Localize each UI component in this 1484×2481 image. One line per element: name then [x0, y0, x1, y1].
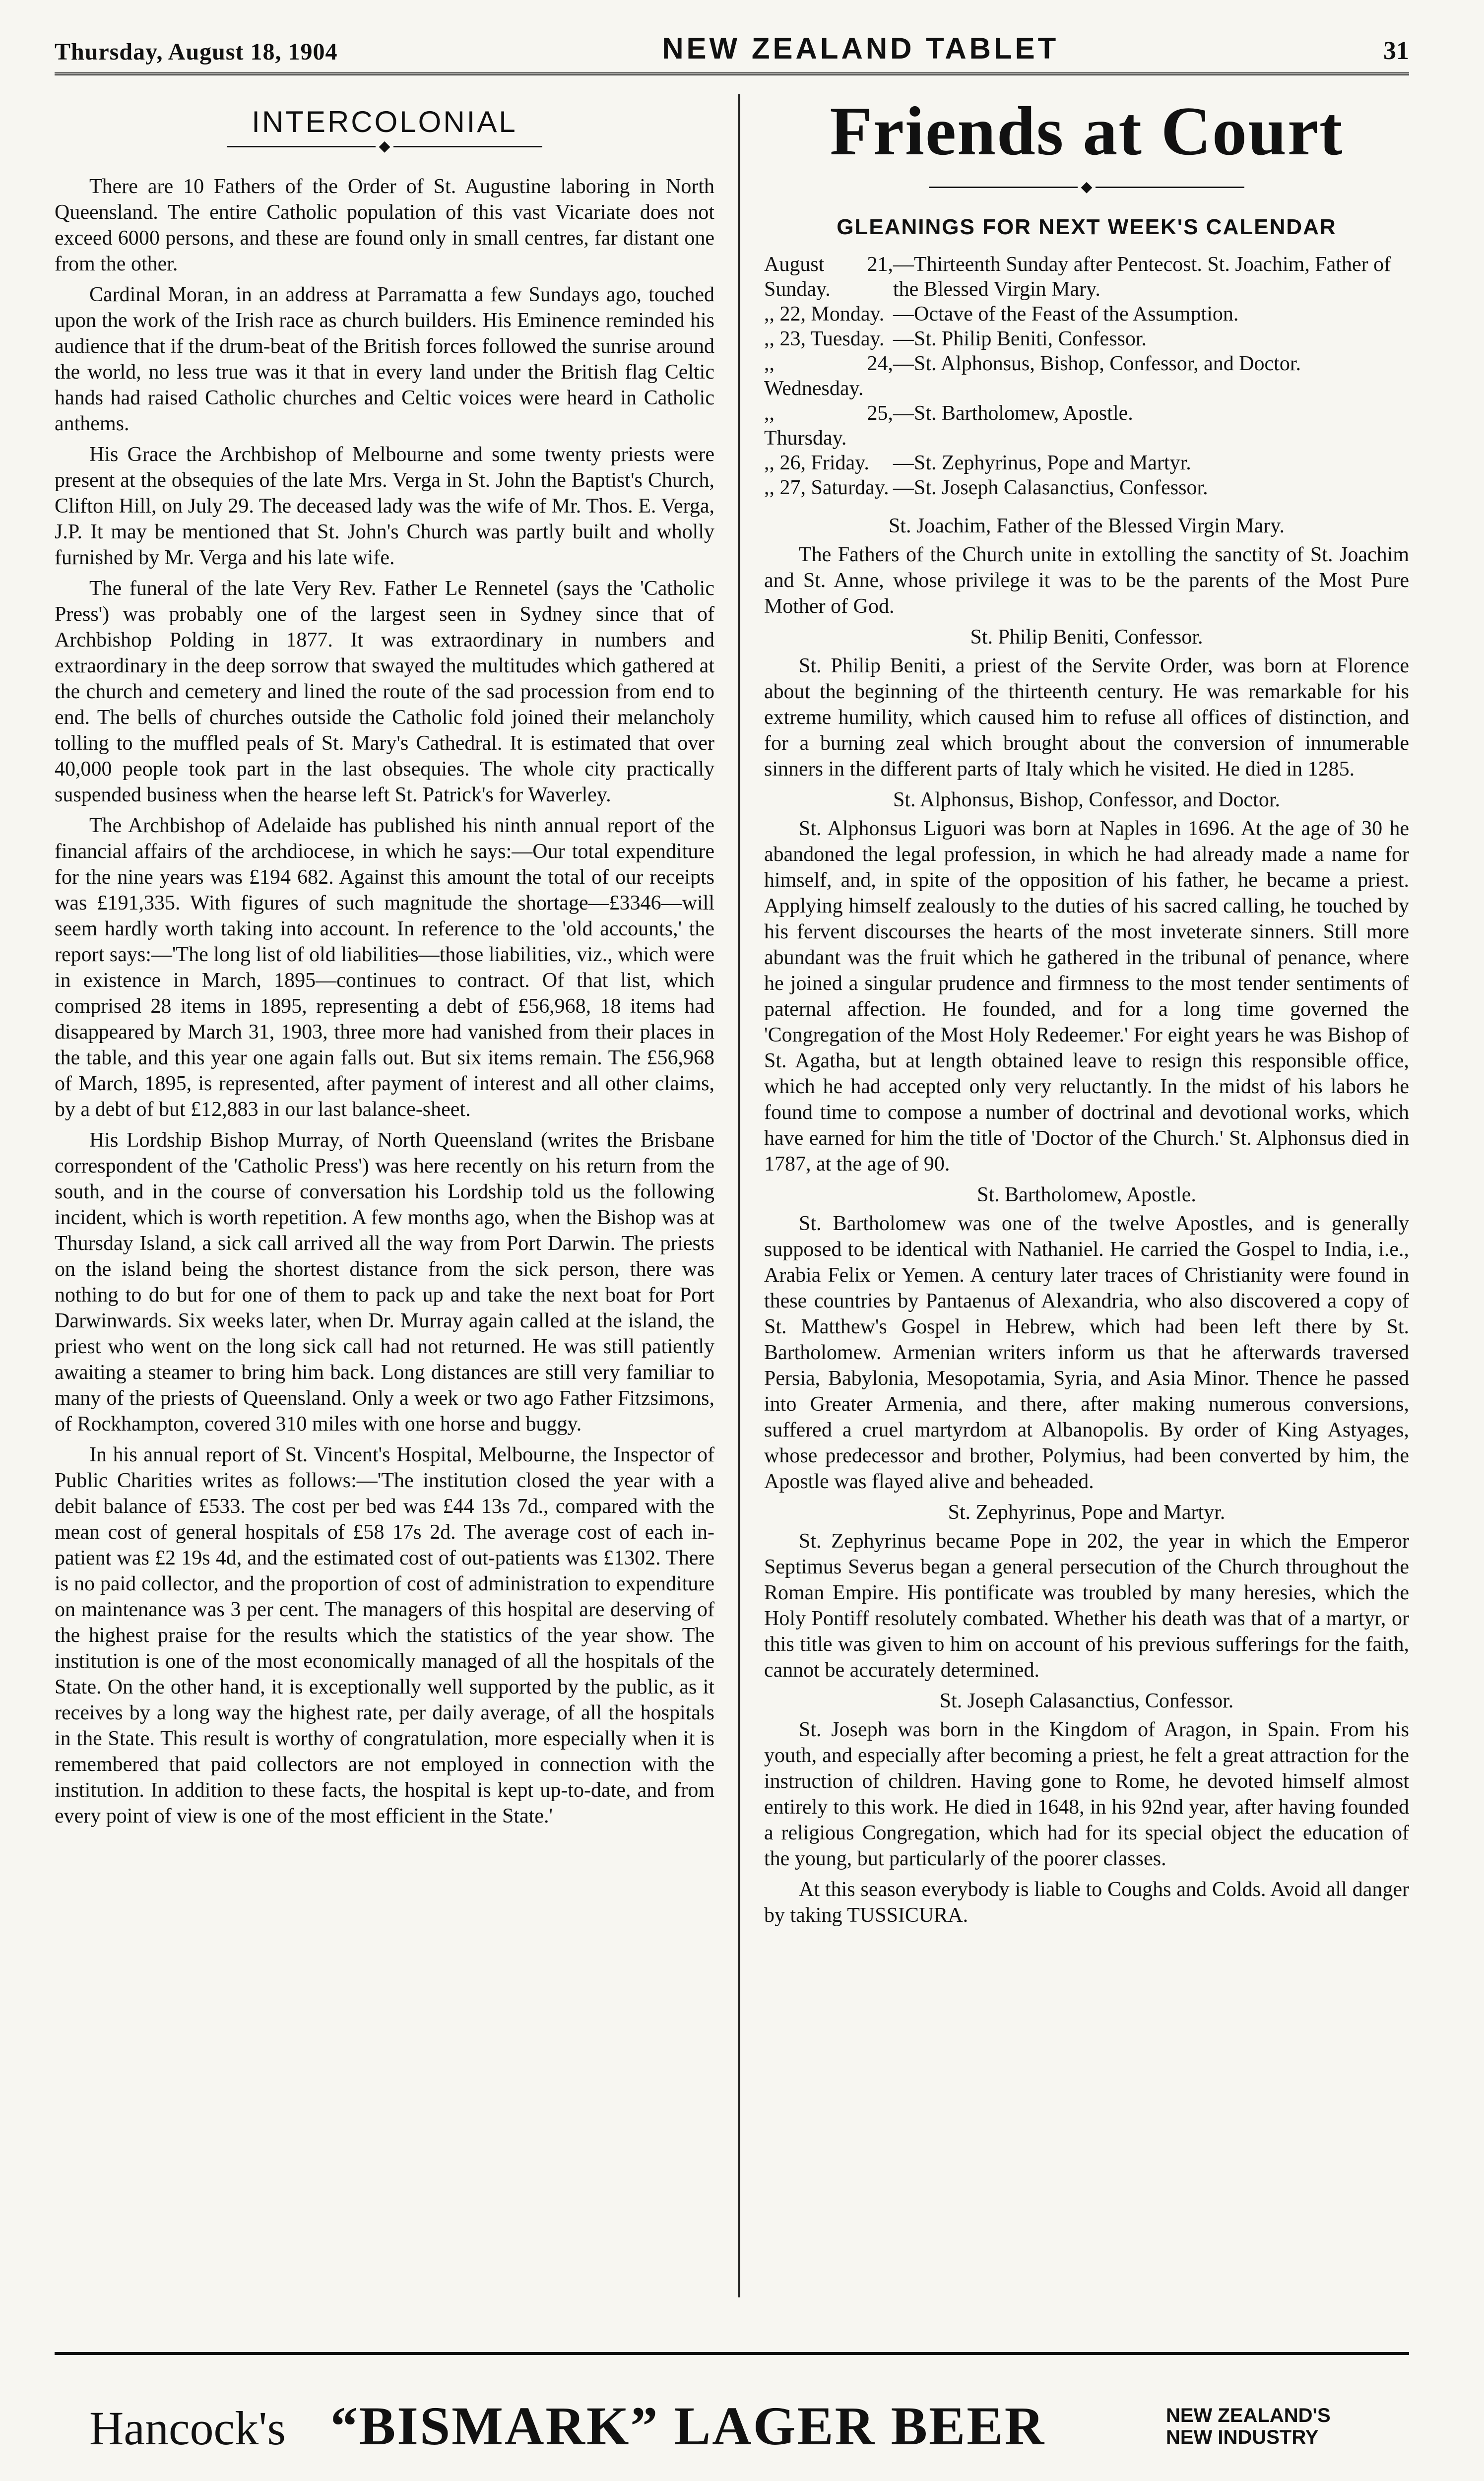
saint-heading: St. Alphonsus, Bishop, Confessor, and Doctor.: [893, 788, 1280, 812]
friends-at-court-column: [764, 99, 1409, 2310]
saint-text: St. Bartholomew was one of the twelve Apostles, and is generally supposed to be identical with Nathaniel. He carried the Gospel to India, i.e., Arabia Felix or Yemen. A century later traces of Christianity were found in these countries by Pantaenus of Alexandria, who also discovered a copy of St. Matthew's Gospel in Hebrew, which had been left there by St. Bartholomew. Armenian writers inform us that he afterwards traversed Persia, Babylonia, Mesopotamia, Syria, and Asia Minor. Thence he passed into Greater Armenia, and there, after making numerous conversions, suffered a cruel martyrdom at Albanopolis. By order of King Astyages, whose predecessor and brother, Polymius, had been converted by him, the Apostle was flayed alive and beheaded.: [764, 1212, 1409, 1494]
intercolonial-column: [55, 99, 714, 2310]
ad-tag-line-2: NEW INDUSTRY: [1166, 2426, 1319, 2448]
friends-at-court-title: Friends at Court: [830, 99, 1344, 170]
article-paragraph: Cardinal Moran, in an address at Parramatta a few Sundays ago, touched upon the work of the Irish race as church builders. His Eminence reminded his audience that if the drum-beat of the British forces followed the sunrise around the world, no less true was it that in every land under the British flag Celtic hands had raised Catholic churches and Celtic voices were heard in Catholic anthems.: [55, 283, 714, 436]
section-rule: ◆: [55, 138, 714, 154]
section-rule: ◆: [764, 179, 1409, 195]
article-paragraph: The Archbishop of Adelaide has published his ninth annual report of the financial affairs of the archdiocese, in which he says:—Our total expenditure for the nine years was £194 682. Against this amount the total of our receipts was £191,335. With figures of such magnitude the shortage—£3346—will seem hardly worth taking into account. In reference to the 'old accounts,' the report says:—'The long list of old liabilities—those liabilities, viz., which were in existence in March, 1895—continues to contract. Of that list, which comprised 28 items in 1895, representing a debt of £56,968, 18 items had disappeared by March 31, 1903, three more had vanished from their places in the table, and this year one again falls out. But six items remain. The £56,968 of March, 1895, is represented, after payment of interest and all other claims, by a debt of but £12,883 in our last balance-sheet.: [55, 814, 714, 1121]
article-paragraph: There are 10 Fathers of the Order of St. Augustine laboring in North Queensland. The entire Catholic population of this vast Vicariate does not exceed 6000 persons, and these are found only in small centres, far distant one from the other.: [55, 175, 714, 276]
article-paragraph: The funeral of the late Very Rev. Father Le Rennetel (says the 'Catholic Press') was probably one of the largest seen in Sydney since that of Archbishop Polding in 1877. It was extraordinary in numbers and extraordinary in the deep sorrow that swayed the multitudes which gathered at the church and cemetery and lined the route of the sad procession from end to end. The bells of churches outside the Catholic fold joined their melancholy tolling to the muffled peals of St. Mary's Cathedral. It is estimated that over 40,000 people took part in the last obsequies. The whole city practically suspended business when the hearse left St. Patrick's for Waverley.: [55, 577, 714, 807]
saint-heading: St. Bartholomew, Apostle.: [977, 1183, 1196, 1207]
ad-brand: Hancock's: [89, 2402, 286, 2455]
tussicura-notice: At this season everybody is liable to Coughs and Colds. Avoid all danger by taking TUSSICURA.: [764, 1878, 1409, 1927]
saint-heading: St. Joachim, Father of the Blessed Virgin Mary.: [888, 515, 1285, 538]
saint-text: The Fathers of the Church unite in extolling the sanctity of St. Joachim and St. Anne, whose privilege it was to be the parents of the Most Pure Mother of God.: [764, 543, 1409, 618]
saint-heading: St. Zephyrinus, Pope and Martyr.: [948, 1501, 1226, 1524]
intercolonial-heading: INTERCOLONIAL: [252, 105, 517, 138]
saint-text: St. Joseph was born in the Kingdom of Aragon, in Spain. From his youth, and especially after becoming a priest, he felt a great attraction for the instruction of children. Having gone to Rome, he devoted himself almost entirely to this work. He died in 1648, in his 92nd year, after having founded a religious Congregation, which had for its special object the education of the young, but particularly of the poorer classes.: [764, 1718, 1409, 1871]
calendar-entry: August 21, Sunday. —Thirteenth Sunday after Pentecost. St. Joachim, Father of the Blessed Virgin Mary.: [764, 253, 1391, 301]
saint-text: St. Alphonsus Liguori was born at Naples in 1696. At the age of 30 he abandoned the legal profession, in which he had already made a name for himself, and, in spite of the opposition of his father, he became a priest. Applying himself zealously to the duties of his sacred calling, he touched by his fervent discourses the hearts of the most inveterate sinners. Still more abundant was the fruit which he gathered in the tribunal of penance, where he joined a singular prudence and firmness to the most tender sentiments of paternal affection. He founded, and for a long time governed the 'Congregation of the Most Holy Redeemer.' For eight years he was Bishop of St. Agatha, but at length obtained leave to resign this responsible office, which he had accepted only very reluctantly. In the midst of his labors he found time to compose a number of doctrinal and devotional works, which have earned for him the title of 'Doctor of the Church.' St. Alphonsus died in 1787, at the age of 90.: [764, 817, 1409, 1176]
article-paragraph: His Lordship Bishop Murray, of North Queensland (writes the Brisbane correspondent of the 'Catholic Press') was here recently on his return from the south, and in the course of conversation his Lordship told us the following incident, which is worth repetition. A few months ago, when the Bishop was at Thursday Island, a sick call arrived all the way from Port Darwin. The priests on the island being the shortest distance from the sick person, there was nothing to do but for one of them to pack up and take the next boat for Port Darwinwards. Six weeks later, when Dr. Murray again called at the island, the priest who went on the long sick call had not returned. He was still patiently awaiting a steamer to bring him back. Long distances are still very familiar to many of the priests of Queensland. Only a week or two ago Father Fitzsimons, of Rockhampton, covered 310 miles with one horse and buggy.: [55, 1129, 714, 1436]
page-number: 31: [1383, 37, 1409, 65]
saint-heading: St. Philip Beniti, Confessor.: [970, 626, 1203, 649]
calendar-entry: ,, 24, Wednesday. —St. Alphonsus, Bishop, Confessor, and Doctor.: [764, 352, 1301, 400]
calendar-entry: ,, 26, Friday. —St. Zephyrinus, Pope and Martyr.: [764, 452, 1191, 475]
calendar-entry: ,, 22, Monday. —Octave of the Feast of the Assumption.: [764, 303, 1239, 326]
saint-text: St. Zephyrinus became Pope in 202, the year in which the Emperor Septimus Severus began a general persecution of the Church throughout the Roman Empire. His pontificate was troubled by many heresies, which the Holy Pontiff resolutely combated. Whether his death was that of a martyr, or this title was given to him on account of his previous sufferings for the faith, cannot be accurately determined.: [764, 1530, 1409, 1682]
saint-text: St. Philip Beniti, a priest of the Servite Order, was born at Florence about the beginning of the thirteenth century. He was remarkable for his extreme humility, which caused him to refuse all offices of distinction, and for a burning zeal which brought about the conversion of innumerable sinners in the different parts of Italy which he visited. He died in 1285.: [764, 654, 1409, 781]
issue-date: Thursday, August 18, 1904: [55, 39, 338, 65]
beer-ad: [89, 2395, 1045, 2458]
calendar-entry: ,, 27, Saturday. —St. Joseph Calasanctius, Confessor.: [764, 476, 1208, 500]
column-divider: [738, 94, 740, 2297]
ad-tag-line-1: NEW ZEALAND'S: [1166, 2405, 1331, 2426]
ad-product: “BISMARK” LAGER BEER: [330, 2396, 1046, 2456]
gleanings-subtitle: GLEANINGS FOR NEXT WEEK'S CALENDAR: [837, 215, 1337, 240]
calendar-entry: ,, 25, Thursday. —St. Bartholomew, Apostle.: [764, 402, 1133, 450]
calendar-entry: ,, 23, Tuesday. —St. Philip Beniti, Confessor.: [764, 327, 1147, 351]
article-paragraph: His Grace the Archbishop of Melbourne and some twenty priests were present at the obsequies of the late Mrs. Verga in St. John the Baptist's Church, Clifton Hill, on July 29. The deceased lady was the wife of Mr. Thos. E. Verga, J.P. It may be mentioned that St. John's Church was partly built and wholly furnished by Mr. Verga and his late wife.: [55, 443, 714, 570]
saint-heading: St. Joseph Calasanctius, Confessor.: [939, 1690, 1234, 1713]
page-header: [55, 26, 1409, 75]
footer-advertisement: [55, 2352, 1409, 2469]
article-paragraph: In his annual report of St. Vincent's Hospital, Melbourne, the Inspector of Public Charities writes as follows:—'The institution closed the year with a debit balance of £533. The cost per bed was £44 13s 7d., compared with the mean cost of general hospitals of £58 17s 2d. The average cost of each in-patient was £2 19s 4d, and the estimated cost of out-patients was £1302. There is no paid collector, and the proportion of cost of administration to expenditure on maintenance was 3 per cent. The managers of this hospital are deserving of the highest praise for the results which the statistics of the year show. The institution is one of the most economically managed of all the hospitals of the State. On the other hand, it is exceptionally well supported by the public, as it receives by a long way the highest rate, per daily average, of all the hospitals in the State. This result is worthy of congratulation, more especially when it is remembered that paid collectors are not employed in connection with the institution. In addition to these facts, the hospital is kept up-to-date, and from every point of view is one of the most efficient in the State.': [55, 1443, 714, 1828]
feast-calendar: [764, 252, 1409, 500]
ad-tagline: [1166, 2405, 1374, 2448]
masthead-title: NEW ZEALAND TABLET: [662, 32, 1059, 65]
